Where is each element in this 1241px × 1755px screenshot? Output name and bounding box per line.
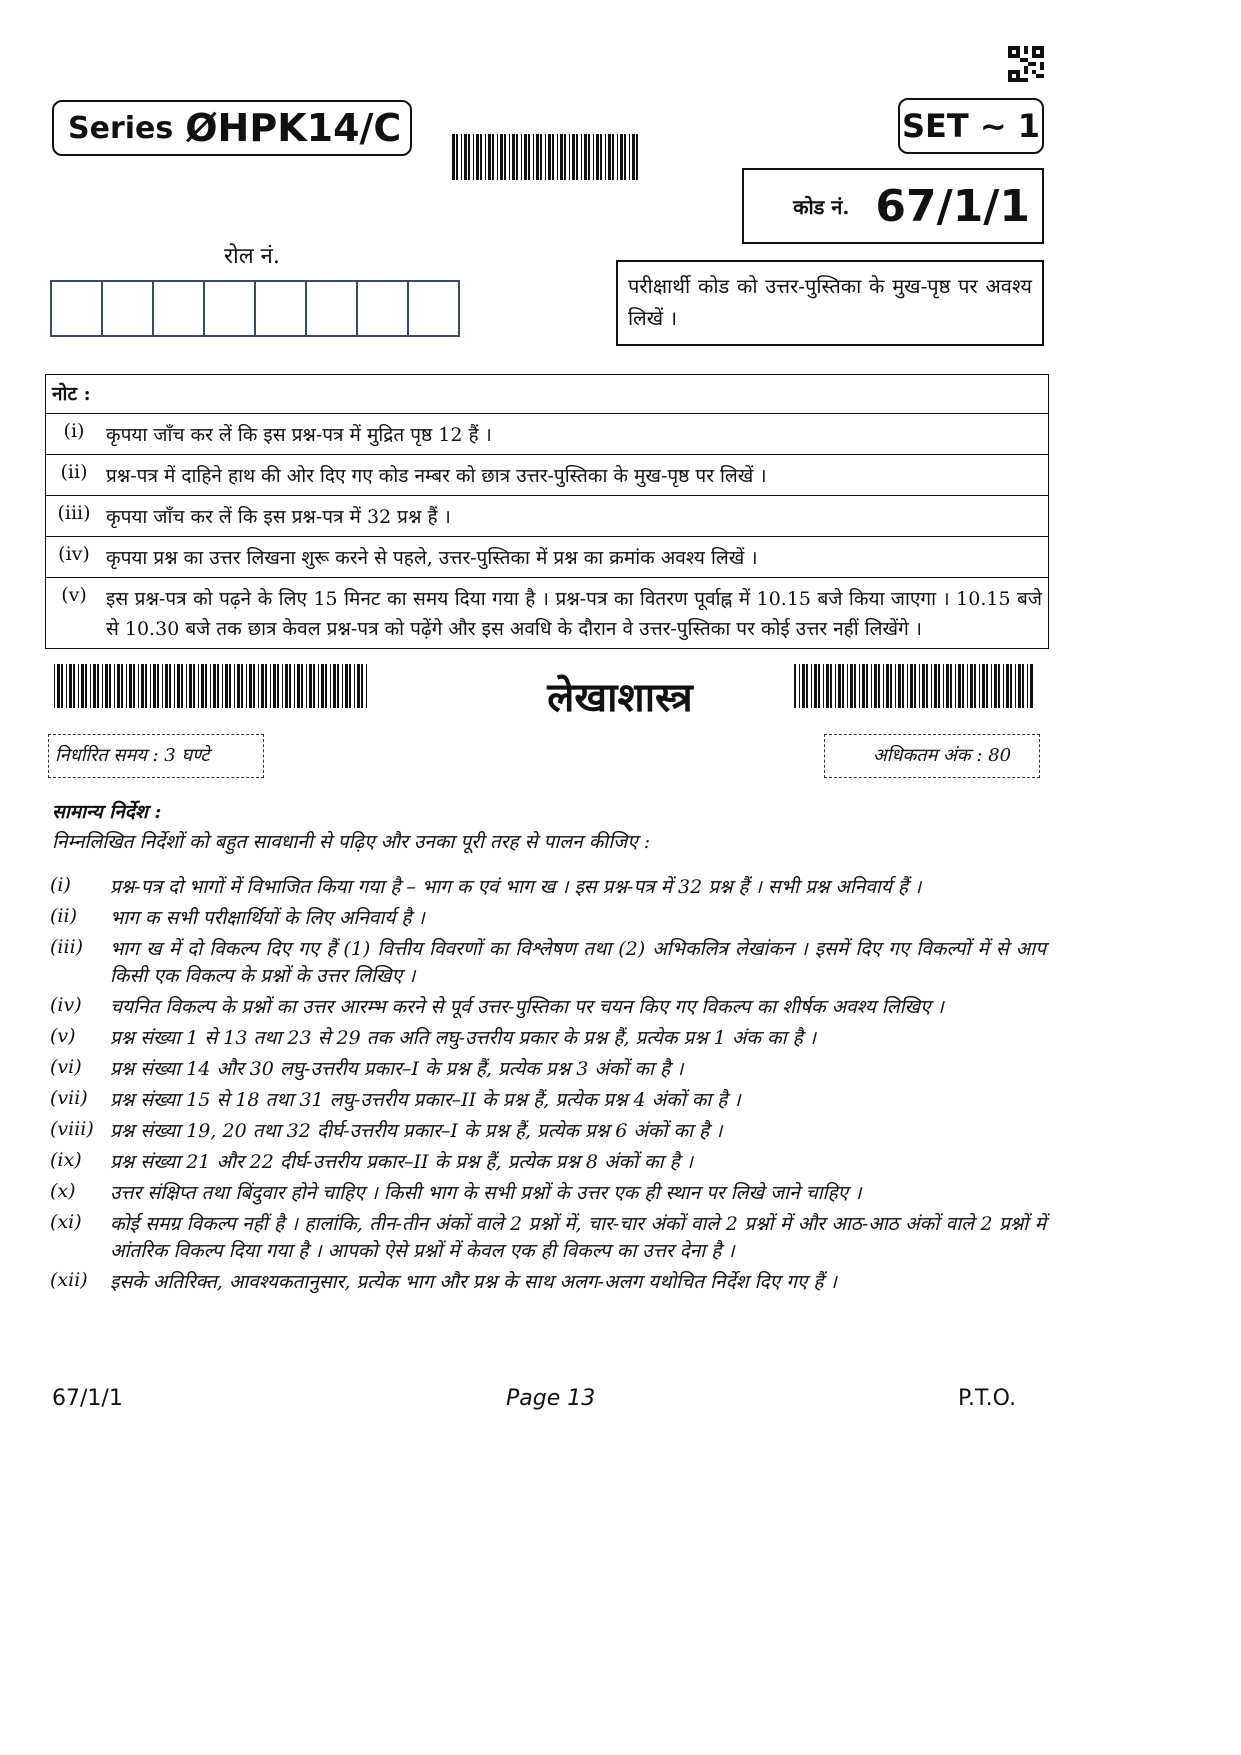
barcode-bar (174, 664, 175, 708)
barcode-bar (102, 664, 103, 708)
barcode-bar (213, 664, 216, 708)
barcode-bar (313, 664, 315, 708)
instruction-text: भाग ख में दो विकल्प दिए गए हैं (1) वित्तीय विवरणों का विश्लेषण तथा (2) अभिकलित्र लेखांकन । इसमें दिए गए विकल्पों में से आप किसी एक विकल्प के प्रश्नों के उत्तर लिखिए । (110, 938, 1046, 987)
instruction-number: (xi) (50, 1211, 82, 1233)
barcode-bar (835, 664, 836, 708)
roll-number-cell (358, 282, 409, 335)
instruction-text: कोई समग्र विकल्प नहीं है । हालांकि, तीन-तीन अंकों वाले 2 प्रश्नों में, चार-चार अंकों वाले 2 प्रश्नों में और आठ-आठ अंकों वाले 2 प्रश्नों में आंतरिक विकल्प दिया गया है । आपको ऐसे प्रश्नों में केवल एक ही विकल्प का उत्तर देना है । (110, 1213, 1047, 1262)
barcode-bar (1027, 664, 1028, 708)
barcode-bar (552, 134, 554, 180)
roll-number-grid (50, 280, 460, 337)
barcode-bar (169, 664, 171, 708)
barcode-bar (938, 664, 940, 708)
candidate-instruction-box: परीक्षार्थी कोड को उत्तर-पुस्तिका के मुख-पृष्ठ पर अवश्य लिखें । (616, 260, 1044, 346)
code-box (742, 168, 1044, 244)
barcode-bar (273, 664, 276, 708)
barcode-bar (153, 664, 156, 708)
barcode-bar (225, 664, 228, 708)
barcode-bar (464, 134, 467, 180)
barcode-bar (488, 134, 491, 180)
barcode-bar (500, 134, 503, 180)
barcode-bar (361, 664, 363, 708)
instruction-item (50, 1211, 1046, 1265)
instruction-item (50, 874, 1046, 901)
barcode-bar (485, 134, 486, 180)
barcode-bar (306, 664, 307, 708)
barcode-bar (297, 664, 300, 708)
instruction-item (50, 1056, 1046, 1083)
instruction-item (50, 1180, 1046, 1207)
instruction-item (50, 905, 1046, 932)
barcode-bar (126, 664, 127, 708)
barcode-bar (524, 134, 527, 180)
barcode-bar (596, 134, 599, 180)
barcode-bar (93, 664, 96, 708)
barcode-bar (301, 664, 303, 708)
instruction-text: प्रश्न संख्या 19, 20 तथा 32 दीर्घ-उत्तरीय प्रकार–I के प्रश्न हैं, प्रत्येक प्रश्न 6 अंकों का है । (110, 1120, 723, 1142)
barcode-bar (548, 134, 551, 180)
barcode-bar (871, 664, 872, 708)
barcode-bar (1030, 664, 1033, 708)
note-row (46, 414, 1048, 455)
barcode-bar (345, 664, 348, 708)
barcode-bar (349, 664, 351, 708)
barcode-bar (910, 664, 913, 708)
instruction-text: उत्तर संक्षिप्त तथा बिंदुवार होने चाहिए । किसी भाग के सभी प्रश्नों के उत्तर एक ही स्थान पर लिखे जाने चाहिए । (110, 1182, 862, 1204)
barcode-bar (509, 134, 510, 180)
barcode-bar (504, 134, 506, 180)
barcode-bar (150, 664, 151, 708)
barcode-bar (982, 664, 985, 708)
roll-number-cell (52, 282, 103, 335)
barcode-left (54, 664, 370, 708)
barcode-bar (217, 664, 219, 708)
barcode-bar (576, 134, 578, 180)
barcode-bar (234, 664, 235, 708)
note-text: कृपया जाँच कर लें कि इस प्रश्न-पत्र में मुद्रित पृष्ठ 12 हैं । (106, 424, 492, 446)
barcode-bar (97, 664, 99, 708)
instruction-item (50, 1087, 1046, 1114)
barcode-bar (862, 664, 865, 708)
barcode-bar (814, 664, 817, 708)
barcode-bar (133, 664, 135, 708)
instruction-number: (vii) (50, 1087, 88, 1109)
note-number: (ii) (60, 461, 88, 483)
time-allowed: निर्धारित समय : 3 घण्टे (48, 734, 264, 778)
barcode-bar (145, 664, 147, 708)
barcode-bar (121, 664, 123, 708)
barcode-bar (210, 664, 211, 708)
barcode-right (794, 664, 1034, 708)
barcode-bar (629, 134, 630, 180)
barcode-bar (946, 664, 949, 708)
instruction-text: प्रश्न-पत्र दो भागों में विभाजित किया गया है – भाग क एवं भाग ख । इस प्रश्न-पत्र में 32 प्रश्न हैं । सभी प्रश्न अनिवार्य हैं । (110, 876, 922, 898)
barcode-bar (955, 664, 956, 708)
barcode-bar (1018, 664, 1021, 708)
barcode-bar (333, 664, 336, 708)
barcode-bar (958, 664, 961, 708)
barcode-bar (189, 664, 192, 708)
barcode-bar (81, 664, 84, 708)
barcode-bar (950, 664, 952, 708)
barcode-bar (991, 664, 992, 708)
instruction-item (50, 936, 1046, 990)
barcode-bar (69, 664, 72, 708)
barcode-bar (201, 664, 204, 708)
barcode-bar (826, 664, 829, 708)
barcode-bar (931, 664, 932, 708)
barcode-bar (1022, 664, 1024, 708)
barcode-bar (114, 664, 115, 708)
barcode-bar (818, 664, 820, 708)
note-text: कृपया जाँच कर लें कि इस प्रश्न-पत्र में 32 प्रश्न हैं । (106, 506, 451, 528)
barcode-bar (105, 664, 108, 708)
roll-number-cell (154, 282, 205, 335)
roll-number-label: रोल नं. (224, 244, 280, 269)
barcode-bar (605, 134, 606, 180)
instruction-number: (x) (50, 1180, 76, 1202)
barcode-bar (468, 134, 470, 180)
barcode-bar (480, 134, 482, 180)
barcode-bar (970, 664, 973, 708)
barcode-bar (886, 664, 889, 708)
barcode-bar (806, 664, 808, 708)
barcode-bar (560, 134, 563, 180)
footer-code: 67/1/1 (52, 1386, 123, 1411)
instruction-item (50, 1149, 1046, 1176)
series-label: Series (68, 110, 174, 146)
instruction-text: प्रश्न संख्या 21 और 22 दीर्घ-उत्तरीय प्रकार–II के प्रश्न हैं, प्रत्येक प्रश्न 8 अंकों का है । (110, 1151, 693, 1173)
barcode-bar (229, 664, 231, 708)
general-instructions-heading: सामान्य निर्देश : (52, 801, 162, 823)
barcode-bar (1003, 664, 1004, 708)
barcode-bar (66, 664, 67, 708)
barcode-bar (285, 664, 288, 708)
note-row (46, 537, 1048, 578)
note-row (46, 455, 1048, 496)
barcode-bar (461, 134, 462, 180)
instruction-number: (vi) (50, 1056, 82, 1078)
barcode-bar (617, 134, 618, 180)
barcode-bar (354, 664, 355, 708)
barcode-bar (569, 134, 570, 180)
barcode-bar (85, 664, 87, 708)
barcode-bar (883, 664, 884, 708)
barcode-bar (512, 134, 515, 180)
barcode-bar (593, 134, 594, 180)
series-box (52, 100, 412, 156)
barcode-bar (967, 664, 968, 708)
barcode-bar (794, 664, 796, 708)
general-instructions-list (50, 874, 1046, 1300)
barcode-bar (830, 664, 832, 708)
instruction-text: इसके अतिरिक्त, आवश्यकतानुसार, प्रत्येक भाग और प्रश्न के साथ अलग-अलग यथोचित निर्देश दिए गए हैं । (110, 1271, 837, 1293)
code-label: कोड नं. (793, 194, 850, 219)
roll-number-cell (205, 282, 256, 335)
barcode-bar (117, 664, 120, 708)
barcode-bar (600, 134, 602, 180)
barcode-bar (277, 664, 279, 708)
barcode-bar (270, 664, 271, 708)
general-instructions-intro: निम्नलिखित निर्देशों को बहुत सावधानी से पढ़िए और उनका पूरी तरह से पालन कीजिए : (52, 831, 651, 853)
barcode-bar (476, 134, 479, 180)
instruction-number: (xii) (50, 1269, 88, 1291)
barcode-bar (138, 664, 139, 708)
barcode-bar (636, 134, 638, 180)
barcode-bar (545, 134, 546, 180)
barcode-bar (802, 664, 805, 708)
instruction-number: (viii) (50, 1118, 94, 1140)
barcode-bar (898, 664, 901, 708)
barcode-bar (141, 664, 144, 708)
barcode-bar (902, 664, 904, 708)
barcode-bar (61, 664, 63, 708)
barcode-bar (516, 134, 518, 180)
barcode-bar (557, 134, 558, 180)
note-row (46, 578, 1048, 648)
barcode-bar (612, 134, 614, 180)
instruction-text: प्रश्न संख्या 1 से 13 तथा 23 से 29 तक अति लघु-उत्तरीय प्रकार के प्रश्न हैं, प्रत्येक प्रश्न 1 अंक का है । (110, 1027, 816, 1049)
barcode-bar (934, 664, 937, 708)
barcode-bar (979, 664, 980, 708)
barcode-bar (994, 664, 997, 708)
barcode-bar (157, 664, 159, 708)
note-number: (iii) (57, 502, 91, 524)
instruction-number: (iii) (50, 936, 84, 958)
barcode-bar (90, 664, 91, 708)
note-number: (v) (61, 584, 87, 606)
barcode-bar (330, 664, 331, 708)
barcode-bar (237, 664, 240, 708)
barcode-bar (811, 664, 812, 708)
barcode-bar (878, 664, 880, 708)
note-text: इस प्रश्न-पत्र को पढ़ने के लिए 15 मिनट का समय दिया गया है । प्रश्न-पत्र का वितरण पूर्वाह्न में 10.15 बजे किया जाएगा । 10.15 बजे से 10.30 बजे तक छात्र केवल प्रश्न-पत्र को पढ़ेंगे और इस अवधि के दौरान वे उत्तर-पुस्तिका पर कोई उत्तर नहीं लिखेंगे । (106, 588, 1042, 640)
barcode-bar (914, 664, 916, 708)
instruction-number: (v) (50, 1025, 76, 1047)
barcode-bar (850, 664, 853, 708)
barcode-bar (294, 664, 295, 708)
barcode-bar (282, 664, 283, 708)
barcode-bar (854, 664, 856, 708)
barcode-bar (528, 134, 530, 180)
barcode-bar (456, 134, 458, 180)
barcode-bar (497, 134, 498, 180)
code-value: 67/1/1 (875, 180, 1030, 232)
barcode-bar (337, 664, 339, 708)
barcode-bar (540, 134, 542, 180)
instruction-text: प्रश्न संख्या 15 से 18 तथा 31 लघु-उत्तरीय प्रकार–II के प्रश्न हैं, प्रत्येक प्रश्न 4 अंकों का है । (110, 1089, 741, 1111)
barcode-bar (581, 134, 582, 180)
barcode-bar (919, 664, 920, 708)
roll-number-cell (307, 282, 358, 335)
barcode-bar (890, 664, 892, 708)
barcode-bar (521, 134, 522, 180)
barcode-bar (222, 664, 223, 708)
barcode-bar (289, 664, 291, 708)
barcode-bar (357, 664, 360, 708)
instruction-item (50, 1118, 1046, 1145)
barcode-bar (165, 664, 168, 708)
barcode-bar (859, 664, 860, 708)
barcode-bar (492, 134, 494, 180)
barcode-bar (620, 134, 623, 180)
barcode-bar (258, 664, 259, 708)
instruction-number: (iv) (50, 994, 82, 1016)
barcode-bar (181, 664, 183, 708)
barcode-bar (318, 664, 319, 708)
barcode-bar (1006, 664, 1009, 708)
barcode-bar (974, 664, 976, 708)
barcode-bar (54, 664, 55, 708)
barcode-bar (78, 664, 79, 708)
barcode-bar (186, 664, 187, 708)
roll-number-cell (103, 282, 154, 335)
subject-title: लेखाशास्त्र (547, 675, 693, 721)
note-number: (i) (63, 420, 85, 442)
barcode-bar (624, 134, 626, 180)
max-marks: अधिकतम अंक : 80 (824, 734, 1040, 778)
barcode-bar (533, 134, 534, 180)
barcode-bar (162, 664, 163, 708)
instruction-text: चयनित विकल्प के प्रश्नों का उत्तर आरम्भ करने से पूर्व उत्तर-पुस्तिका पर चयन किए गए विकल्प का शीर्षक अवश्य लिखिए । (110, 996, 944, 1018)
instruction-text: प्रश्न संख्या 14 और 30 लघु-उत्तरीय प्रकार–I के प्रश्न हैं, प्रत्येक प्रश्न 3 अंकों का है । (110, 1058, 684, 1080)
roll-number-cell (409, 282, 458, 335)
instruction-number: (ii) (50, 905, 77, 927)
barcode-bar (1010, 664, 1012, 708)
barcode-bar (193, 664, 195, 708)
barcode-bar (866, 664, 868, 708)
barcode-bar (57, 664, 60, 708)
barcode-bar (895, 664, 896, 708)
barcode-bar (366, 664, 367, 708)
instruction-item (50, 994, 1046, 1021)
note-text: कृपया प्रश्न का उत्तर लिखना शुरू करने से पहले, उत्तर-पुस्तिका में प्रश्न का क्रमांक अवश्य लिखें । (106, 547, 758, 569)
series-code: ØHPK14/C (185, 106, 402, 150)
barcode-bar (129, 664, 132, 708)
barcode-bar (342, 664, 343, 708)
barcode-bar (874, 664, 877, 708)
barcode-bar (321, 664, 324, 708)
barcode-bar (847, 664, 848, 708)
barcode-bar (265, 664, 267, 708)
barcode-bar (452, 134, 455, 180)
barcode-bar (73, 664, 75, 708)
barcode-bar (943, 664, 944, 708)
barcode-bar (608, 134, 611, 180)
barcode-bar (198, 664, 199, 708)
roll-number-cell (256, 282, 307, 335)
barcode-bar (584, 134, 587, 180)
set-box: SET ~ 1 (898, 98, 1044, 154)
note-text: प्रश्न-पत्र में दाहिने हाथ की ओर दिए गए कोड नम्बर को छात्र उत्तर-पुस्तिका के मुख-पृष्ठ पर लिखें । (106, 465, 767, 487)
notes-heading: नोट : (46, 375, 1048, 414)
barcode-bar (536, 134, 539, 180)
barcode-bar (249, 664, 252, 708)
instruction-number: (ix) (50, 1149, 82, 1171)
barcode-bar (962, 664, 964, 708)
barcode-bar (842, 664, 844, 708)
barcode-bar (922, 664, 925, 708)
qr-code-icon (1008, 46, 1044, 82)
barcode-bar (838, 664, 841, 708)
barcode-bar (261, 664, 264, 708)
notes-table (45, 374, 1049, 649)
barcode-bar (998, 664, 1000, 708)
barcode-bar (907, 664, 908, 708)
footer-pto: P.T.O. (958, 1386, 1017, 1411)
instruction-number: (i) (50, 874, 71, 896)
note-number: (iv) (58, 543, 90, 565)
barcode-bar (799, 664, 800, 708)
barcode-bar (986, 664, 988, 708)
barcode-bar (253, 664, 255, 708)
barcode-bar (1015, 664, 1016, 708)
barcode-bar (632, 134, 635, 180)
barcode-bar (205, 664, 207, 708)
barcode-bar (109, 664, 111, 708)
instruction-text: भाग क सभी परीक्षार्थियों के लिए अनिवार्य है । (110, 907, 425, 929)
barcode-bar (588, 134, 590, 180)
barcode-bar (309, 664, 312, 708)
barcode-bar (823, 664, 824, 708)
barcode-bar (241, 664, 243, 708)
barcode-bar (926, 664, 928, 708)
barcode-bar (564, 134, 566, 180)
barcode-bar (572, 134, 575, 180)
footer-page-number: Page 13 (506, 1386, 596, 1411)
barcode-bar (325, 664, 327, 708)
barcode-top (452, 134, 644, 180)
barcode-bar (177, 664, 180, 708)
instruction-item (50, 1269, 1046, 1296)
barcode-bar (473, 134, 474, 180)
instruction-item (50, 1025, 1046, 1052)
barcode-bar (246, 664, 247, 708)
note-row (46, 496, 1048, 537)
